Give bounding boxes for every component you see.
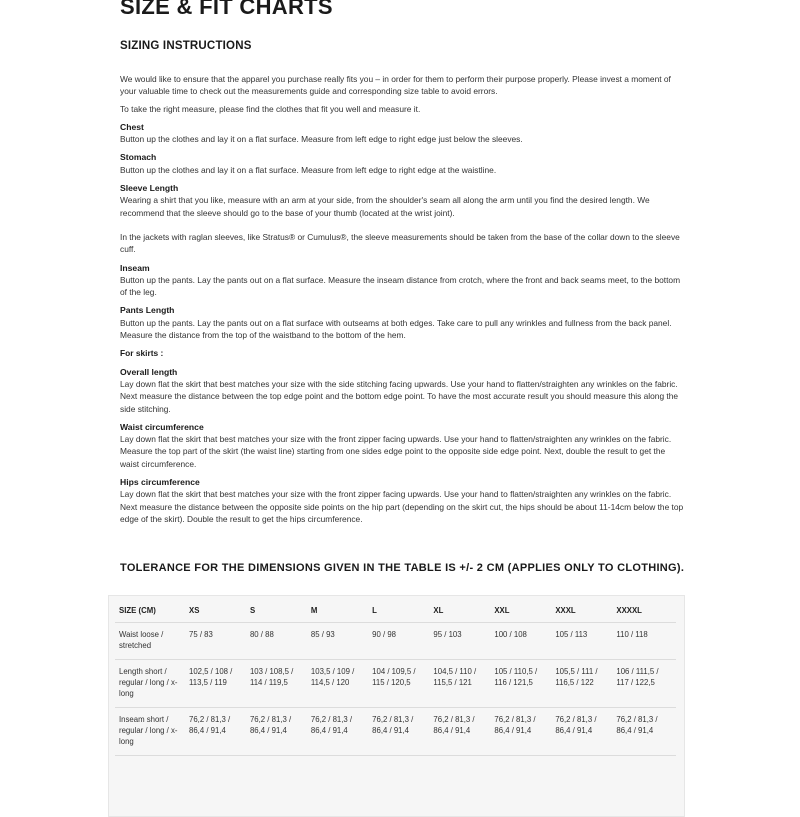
- table-row: [115, 708, 676, 756]
- section-waist-circumference: [120, 421, 685, 470]
- section-title: Overall length: [120, 366, 178, 377]
- table-cell: 100 / 108: [490, 623, 551, 660]
- table-cell: 95 / 103: [429, 623, 490, 660]
- section-text: Button up the pants. Lay the pants out on a flat surface with outseams at both edges. Take care to pull any wrinkles and fullness from the back panel. Measure the distance from the top of the waistband to the bottom of the hem.: [120, 317, 672, 341]
- table-cell: 76,2 / 81,3 / 86,4 / 91,4: [551, 708, 612, 756]
- section-pants-length: [120, 304, 685, 341]
- table-cell: 76,2 / 81,3 / 86,4 / 91,4: [246, 708, 307, 756]
- table-cell: 76,2 / 81,3 / 86,4 / 91,4: [307, 708, 368, 756]
- table-cell: 106 / 111,5 / 117 / 122,5: [612, 660, 676, 708]
- size-table: [115, 598, 676, 756]
- section-text: Lay down flat the skirt that best matches your size with the front zipper facing upwards. Use your hand to flatten/straighten any wrinkles on the fabric. Measure the top part of the skirt (the waist line) starting from one sides edge point to the opposite side edge point. Next, double the result to get the waist circumference.: [120, 434, 672, 469]
- table-cell: 76,2 / 81,3 / 86,4 / 91,4: [185, 708, 246, 756]
- table-cell: 105 / 110,5 / 116 / 121,5: [490, 660, 551, 708]
- section-sleeve-length: [120, 182, 685, 255]
- row-label: Inseam short / regular / long / x-long: [115, 708, 185, 756]
- table-cell: 76,2 / 81,3 / 86,4 / 91,4: [490, 708, 551, 756]
- table-header-cell: XXXXL: [612, 598, 676, 623]
- section-text-raglan: In the jackets with raglan sleeves, like Stratus® or Cumulus®, the sleeve measurements should be taken from the base of the collar down to the sleeve cuff.: [120, 231, 680, 255]
- table-cell: 76,2 / 81,3 / 86,4 / 91,4: [429, 708, 490, 756]
- table-cell: 90 / 98: [368, 623, 429, 660]
- section-text: Button up the clothes and lay it on a flat surface. Measure from left edge to right edge just below the sleeves.: [120, 134, 523, 145]
- skirts-label: For skirts :: [120, 348, 164, 359]
- table-cell: 105,5 / 111 / 116,5 / 122: [551, 660, 612, 708]
- table-cell: 104 / 109,5 / 115 / 120,5: [368, 660, 429, 708]
- sizing-instructions-heading: SIZING INSTRUCTIONS: [120, 40, 252, 52]
- intro-paragraph: We would like to ensure that the apparel you purchase really fits you – in order for them to perform their purpose properly. Please invest a moment of your valuable time to check out the measurements guide and corresponding size table to avoid errors.: [120, 74, 671, 97]
- table-cell: 103,5 / 109 / 114,5 / 120: [307, 660, 368, 708]
- section-inseam: [120, 262, 685, 299]
- section-title: Inseam: [120, 262, 150, 273]
- section-overall-length: [120, 366, 685, 415]
- section-text: Button up the clothes and lay it on a flat surface. Measure from left edge to right edge at the waistline.: [120, 164, 497, 175]
- table-cell: 105 / 113: [551, 623, 612, 660]
- section-title: Pants Length: [120, 305, 175, 316]
- section-title: Stomach: [120, 152, 157, 163]
- section-text: Button up the pants. Lay the pants out on a flat surface. Measure the inseam distance from crotch, where the front and back seams meet, to the bottom of the leg.: [120, 274, 681, 298]
- size-table-container: [108, 595, 685, 817]
- table-row: [115, 623, 676, 660]
- table-cell: 76,2 / 81,3 / 86,4 / 91,4: [368, 708, 429, 756]
- table-cell: 85 / 93: [307, 623, 368, 660]
- table-header-cell: SIZE (CM): [115, 598, 185, 623]
- section-stomach: [120, 151, 685, 176]
- table-cell: 76,2 / 81,3 / 86,4 / 91,4: [612, 708, 676, 756]
- section-hips-circumference: [120, 476, 685, 525]
- section-title: Chest: [120, 121, 144, 132]
- section-text: Lay down flat the skirt that best matches your size with the front zipper facing upwards. Use your hand to flatten/straighten any wrinkles on the fabric. Next measure the distance between the opposite side points on the hip part (depending on the skirt cut, the hips should be about 11-14cm below the top edge of the skirt). Double the result to get the hips circumference.: [120, 489, 684, 524]
- table-header-row: [115, 598, 676, 623]
- section-text: Wearing a shirt that you like, measure with an arm at your side, from the shoulder's seam all along the arm until you find the desired length. We recommend that the sleeve should go to the base of your thumb (located at the wrist joint).: [120, 195, 650, 218]
- table-header-cell: XS: [185, 598, 246, 623]
- section-title: Waist circumference: [120, 421, 204, 432]
- table-cell: 103 / 108,5 / 114 / 119,5: [246, 660, 307, 708]
- table-header-cell: XXL: [490, 598, 551, 623]
- section-title: Sleeve Length: [120, 183, 179, 194]
- section-chest: [120, 121, 685, 146]
- table-cell: 102,5 / 108 / 113,5 / 119: [185, 660, 246, 708]
- table-header-cell: S: [246, 598, 307, 623]
- table-header-cell: M: [307, 598, 368, 623]
- intro-paragraph-2: To take the right measure, please find the clothes that fit you well and measure it.: [120, 103, 421, 114]
- sizing-instructions-body: [120, 73, 685, 531]
- tolerance-heading: TOLERANCE FOR THE DIMENSIONS GIVEN IN THE TABLE IS +/- 2 CM (APPLIES ONLY TO CLOTHING).: [120, 562, 685, 574]
- row-label: Waist loose / stretched: [115, 623, 185, 660]
- table-cell: 110 / 118: [612, 623, 676, 660]
- table-row: [115, 660, 676, 708]
- row-label: Length short / regular / long / x-long: [115, 660, 185, 708]
- section-text: Lay down flat the skirt that best matches your size with the side stitching facing upwards. Use your hand to flatten/straighten any wrinkles on the fabric. Next measure the distance between the top edge point and the bottom edge point. To have the most accurate result you should measure this along the side stitching.: [120, 378, 679, 414]
- table-cell: 104,5 / 110 / 115,5 / 121: [429, 660, 490, 708]
- section-title: Hips circumference: [120, 477, 200, 488]
- table-header-cell: XL: [429, 598, 490, 623]
- table-cell: 80 / 88: [246, 623, 307, 660]
- table-cell: 75 / 83: [185, 623, 246, 660]
- page-title: SIZE & FIT CHARTS: [120, 0, 333, 19]
- table-header-cell: L: [368, 598, 429, 623]
- table-header-cell: XXXL: [551, 598, 612, 623]
